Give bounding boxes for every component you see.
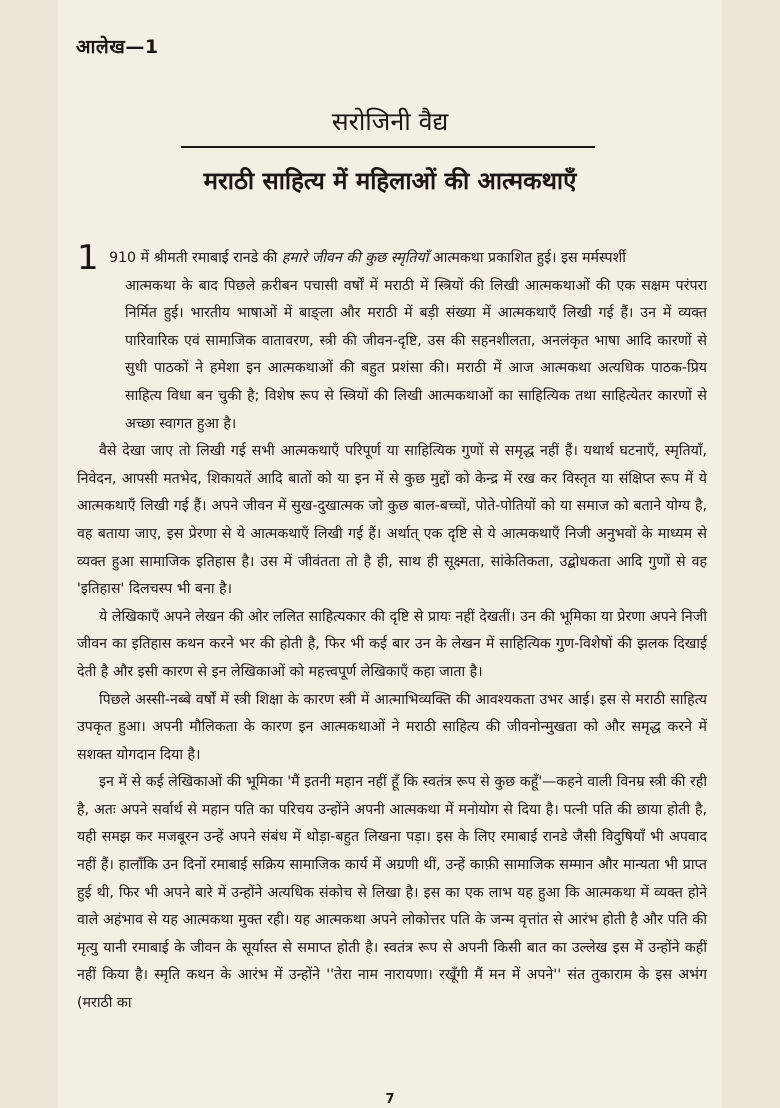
paragraph-1-line-end: आत्मकथा प्रकाशित हुई। इस मर्मस्पर्शी — [428, 250, 626, 266]
article-body — [77, 238, 707, 1018]
paragraph-1-first-line — [77, 238, 707, 278]
title-divider — [181, 146, 595, 148]
page-number: 7 — [385, 1092, 395, 1107]
paragraph-4: पिछले अस्सी-नब्बे वर्षों में स्त्री शिक्षा के कारण स्त्री में आत्माभिव्यक्ति की आवश्यकता उभर आई। इस से मराठी साहित्य उपकृत हुआ। अपनी मौलिकता के कारण इन आत्मकथाओं ने मराठी साहित्य की जीवनोन्मुखता को और समृद्ध करने में सशक्त योगदान दिया है। — [77, 691, 707, 763]
section-label: आलेख—1 — [76, 36, 159, 58]
paragraph-3: ये लेखिकाएँ अपने लेखन की ओर ललित साहित्यकार की दृष्टि से प्रायः नहीं देखतीं। उन की भूमिका या प्रेरणा अपने निजी जीवन का इतिहास कथन करने भर की होती है, फिर भी कई बार उन के लेखन में साहित्यिक गुण-विशेषों की झलक दिखाई देती है और इसी कारण से इन लेखिकाओं को महत्त्वपूर्ण लेखिकाएँ कहा जाता है। — [77, 608, 707, 680]
book-title: हमारे जीवन की कुछ स्मृतियाँ — [281, 250, 429, 266]
paragraph-1-start: 910 में श्रीमती रमाबाई रानडे की — [109, 250, 282, 266]
paragraph-1: आत्मकथा के बाद पिछले क़रीबन पचासी वर्षों में मराठी में स्त्रियों की लिखी आत्मकथाओं की एक सक्षम परंपरा निर्मित हुई। भारतीय भाषाओं में बाङ्ला और मराठी में बड़ी संख्या में आत्मकथाएँ लिखी गई हैं। उन में व्यक्त पारिवारिक एवं सामाजिक वातावरण, स्त्री की जीवन-दृष्टि, उस की सहनशीलता, अनलंकृत भाषा आदि कारणों से सुधी पाठकों ने हमेशा इन आत्मकथाओं की बहुत प्रशंसा की। मराठी में आज आत्मकथा अत्यधिक पाठक-प्रिय साहित्य विधा बन चुकी है; विशेष रूप से स्त्रियों की लिखी आत्मकथाओं का साहित्यिक तथा साहित्येतर कारणों से अच्छा स्वागत हुआ है। — [125, 277, 707, 432]
drop-cap: 1 — [77, 238, 99, 278]
paragraph-5: इन में से कई लेखिकाओं की भूमिका 'मैं इतनी महान नहीं हूँ कि स्वतंत्र रूप से कुछ कहूँ'—कहने वाली विनम्र स्त्री की रही है, अतः अपने सर्वार्थ से महान पति का परिचय उन्होंने अपनी आत्मकथा में मनोयोग से दिया है। पत्नी पति की छाया होती है, यही समझ कर मजबूरन उन्हें अपने संबंध में थोड़ा-बहुत लिखना पड़ा। इस के लिए रमाबाई रानडे जैसी विदुषियाँ भी अपवाद नहीं हैं। हालाँकि उन दिनों रमाबाई सक्रिय सामाजिक कार्य में अग्रणी थीं, उन्हें काफ़ी सामाजिक सम्मान और मान्यता भी प्राप्त हुई थी, फिर भी अपने बारे में उन्होंने अत्यधिक संकोच से लिखा है। इस का एक लाभ यह हुआ कि आत्मकथा में व्यक्त होने वाले अहंभाव से यह आत्मकथा मुक्त रही। यह आत्मकथा अपने लोकोत्तर पति के जन्म वृत्तांत से आरंभ होती है और पति की मृत्यु यानी रमाबाई के जीवन के सूर्यास्त से समाप्त होती है। स्वतंत्र रूप से अपनी किसी बात का उल्लेख इस में उन्होंने कहीं नहीं किया है। स्मृति कथन के आरंभ में उन्होंने ''तेरा नाम नारायणा। रखूँगी मैं मन में अपने'' संत तुकाराम के इस अभंग (मराठी का — [77, 774, 707, 1012]
author-name: सरोजिनी वैद्य — [331, 107, 449, 136]
article-title: मराठी साहित्य में महिलाओं की आत्मकथाएँ — [203, 167, 577, 195]
paragraph-2: वैसे देखा जाए तो लिखी गई सभी आत्मकथाएँ परिपूर्ण या साहित्यिक गुणों से समृद्ध नहीं हैं। यथार्थ घटनाएँ, स्मृतियाँ, निवेदन, आपसी मतभेद, शिकायतें आदि बातों को या इन में से कुछ मुद्दों को केन्द्र में रख कर विस्तृत या संक्षिप्त रूप में ये आत्मकथाएँ लिखी गई हैं। अपने जीवन में सुख-दुखात्मक जो कुछ बाल-बच्चों, पोते-पोतियों को या समाज को बताने योग्य है, वह बताया जाए, इस प्रेरणा से ये आत्मकथाएँ लिखी गई हैं। अर्थात् एक दृष्टि से ये आत्मकथाएँ निजी अनुभवों के माध्यम से व्यक्त हुआ सामाजिक इतिहास है। उस में जीवंतता तो है ही, साथ ही सूक्ष्मता, सांकेतिकता, उद्बोधकता आदि गुणों से वह 'इतिहास' दिलचस्प भी बना है। — [77, 443, 707, 598]
